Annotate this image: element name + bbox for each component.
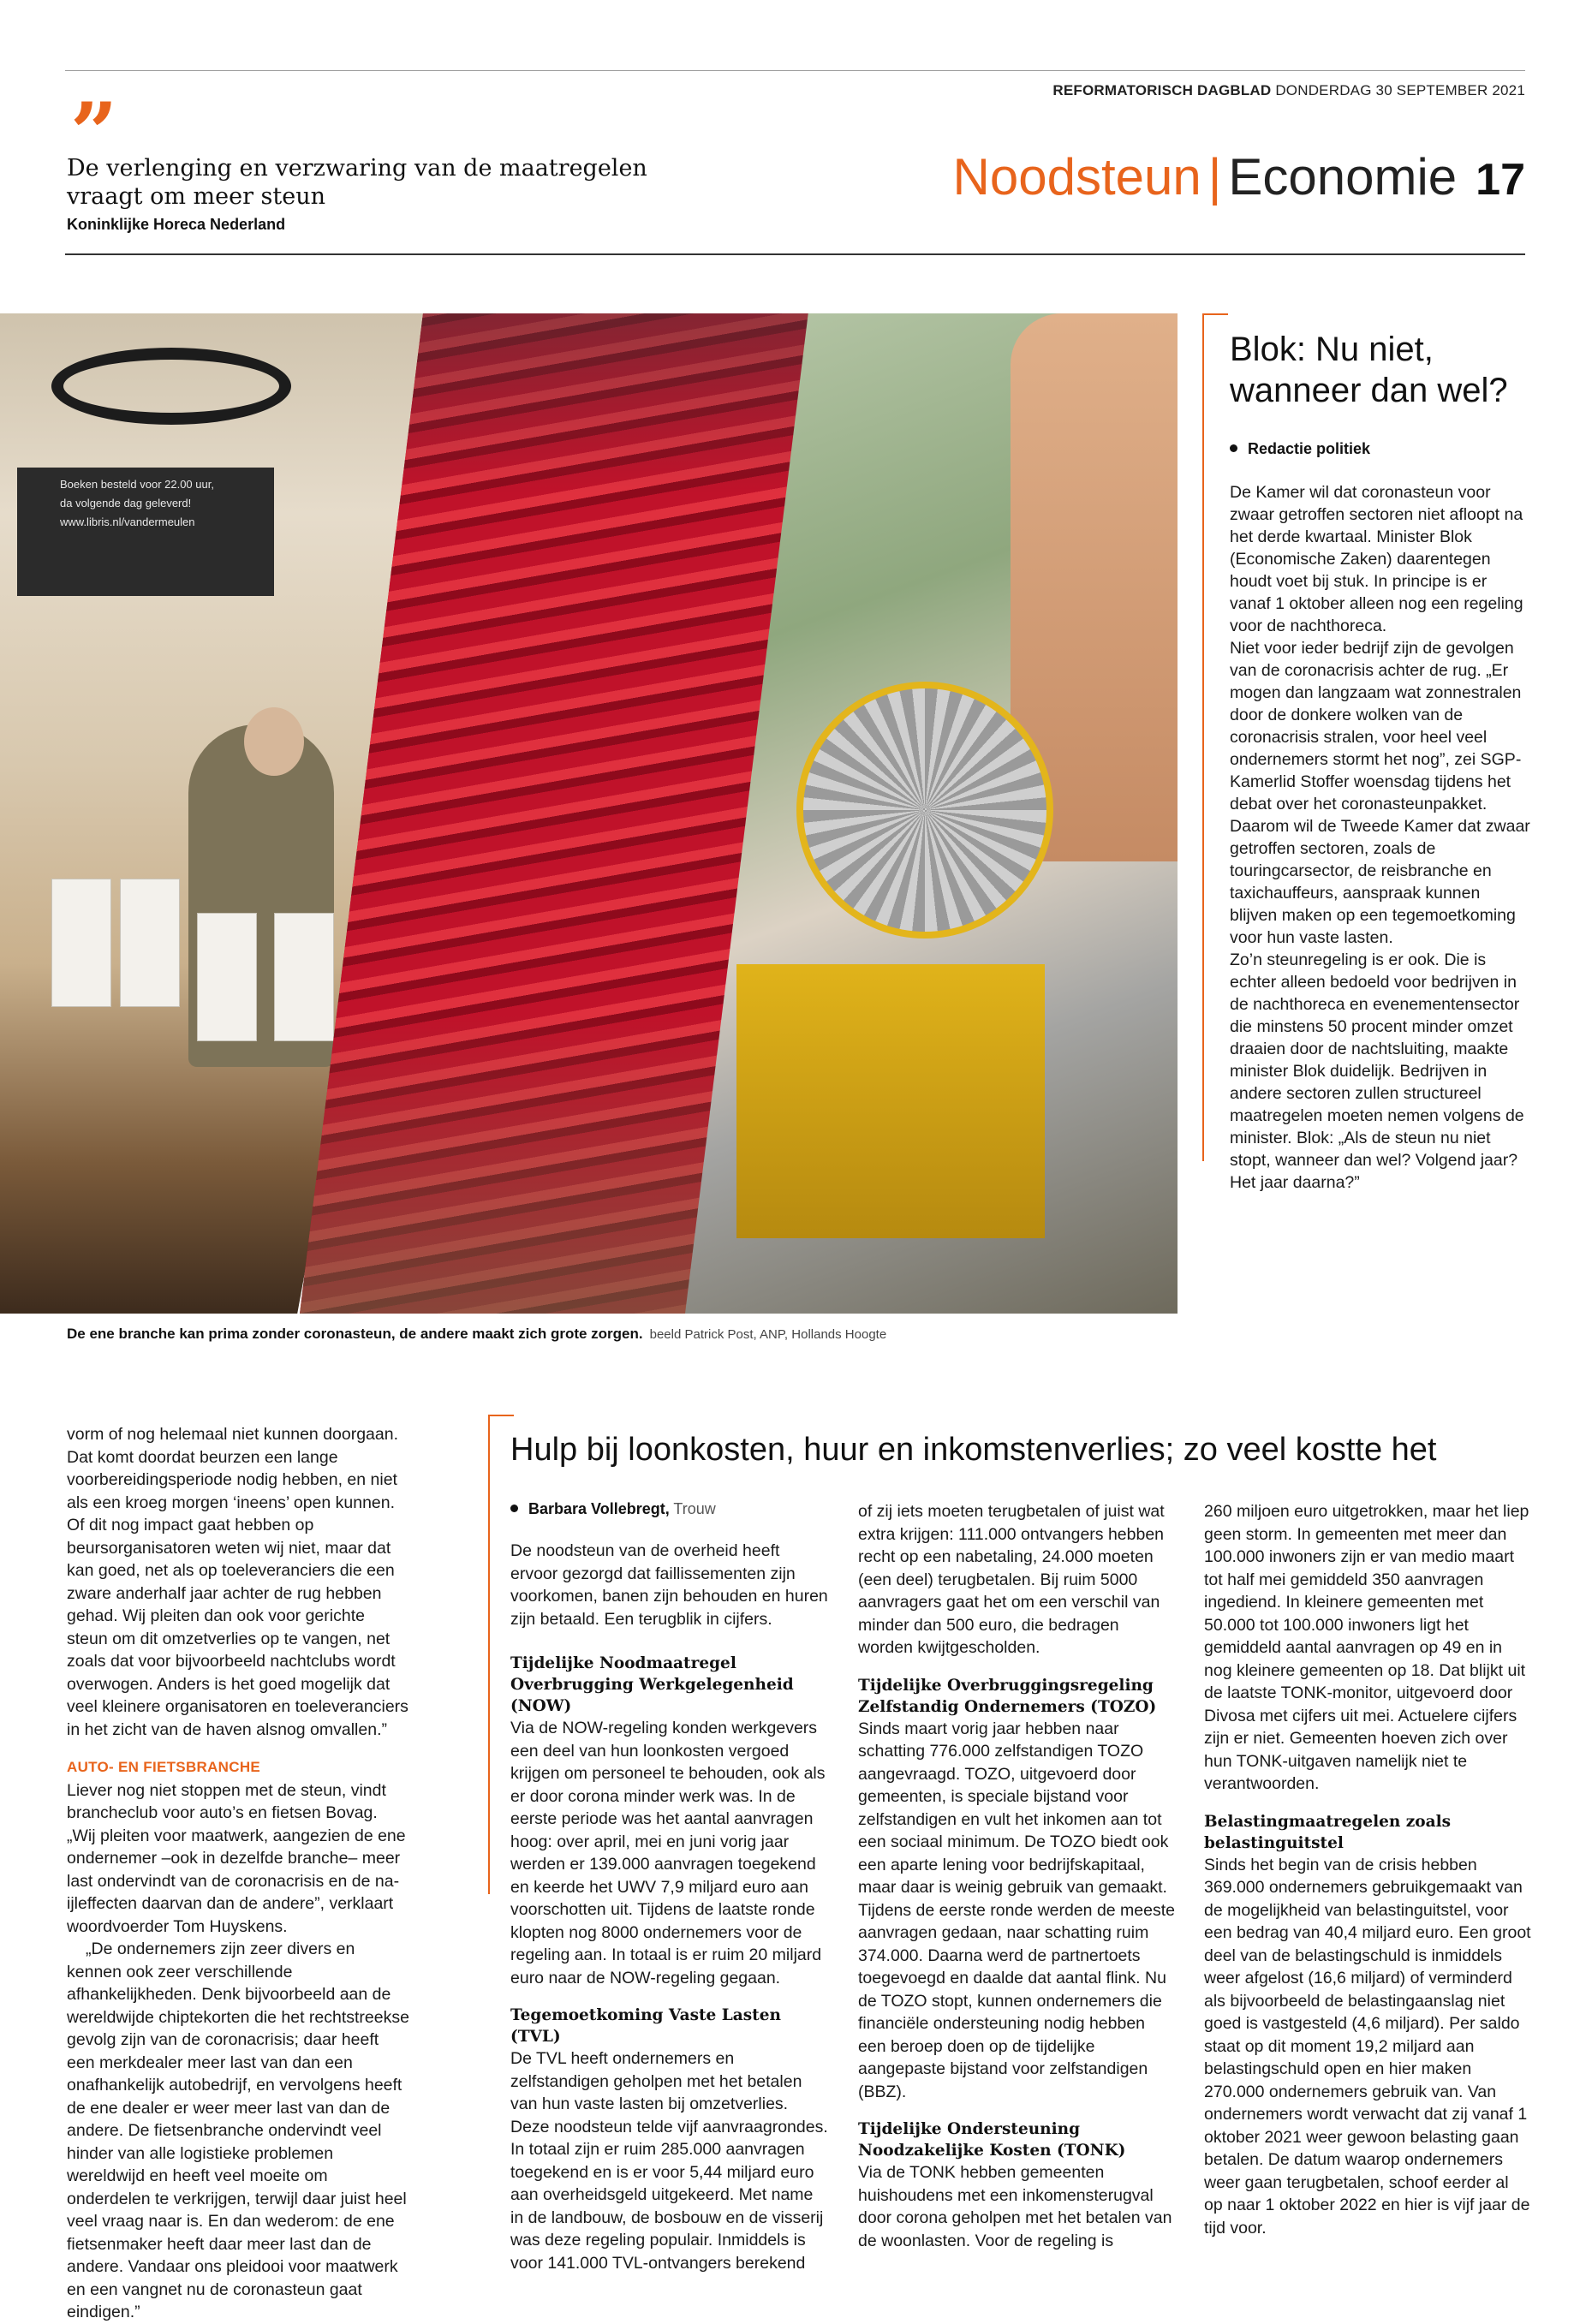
top-rule (65, 70, 1525, 71)
article-paragraph: 260 miljoen euro uitgetrokken, maar het liep geen storm. In gemeenten met meer dan 100.000 inwoners zijn er van medio maart tot half mei gemiddeld 350 aanvragen ingediend. In kleinere gemeenten met 50.000 tot 100.000 inwoners ligt het gemiddeld aantal aanvragen op 49 en in nog kleinere gemeenten op 18. Dat blijkt uit de laatste TONK-monitor, uitgevoerd door Divosa met cijfers uit mei. Actuelere cijfers zijn er niet. Gemeenten hoeven zich over hun TONK-uitgaven namelijk niet te verantwoorden. (1204, 1502, 1529, 1793)
section-topic: Noodsteun (952, 148, 1201, 206)
sidebar-author-name: Redactie politiek (1248, 440, 1371, 457)
masthead (1052, 82, 1525, 99)
sidebar-body (1230, 481, 1531, 1194)
quote-source: Koninklijke Horeca Nederland (67, 216, 286, 233)
article-subhead: Tijdelijke Overbruggingsregeling Zelfstandig Ondernemers (TOZO) (858, 1676, 1157, 1716)
header-rule (65, 253, 1525, 255)
paper-bag (197, 913, 257, 1041)
section-separator: | (1207, 148, 1222, 206)
photo-credit: beeld Patrick Post, ANP, Hollands Hoogte (649, 1327, 887, 1342)
sign-line-1: Boeken besteld voor 22.00 uur, (60, 478, 214, 491)
article-intro: De noodsteun van de overheid heeft ervoor gezorgd dat faillissementen zijn voorkomen, banen zijn behouden en huren zijn betaald. Een terugblik in cijfers. (510, 1541, 828, 1629)
issue-date: DONDERDAG 30 SEPTEMBER 2021 (1275, 82, 1525, 98)
article-frame-corner (488, 1415, 514, 1416)
sidebar-frame-line (1202, 313, 1204, 1161)
continuation-column (67, 1423, 409, 2324)
sidebar-author (1230, 440, 1370, 458)
column-paragraph: vorm of nog helemaal niet kunnen doorgaan. Dat komt doordat beurzen een lange voorbereidingsperiode nodig hebben, en niet als een kroeg morgen ‘ineens’ open kunnen. Of dit nog impact gaat hebben op beursorganisatoren weten wij niet, maar dat kan goed, net als op toeleveranciers die een zware anderhalf jaar achter de rug hebben gehad. Wij pleiten dan ook voor gerichte steun om dit omzetverlies op te vangen, net zoals dat voor bijvoorbeeld nachtclubs wordt overwogen. Anders is het goed mogelijk dat veel kleinere organisatoren en toeleveranciers in het zicht van de haven alsnog omvallen.” (67, 1425, 408, 1739)
sidebar-paragraph: De Kamer wil dat coronasteun voor zwaar getroffen sectoren niet afloopt na het derde kwartaal. Minister Blok (Economische Zaken) daarentegen houdt voet bij stuk. In principe is er vanaf 1 oktober alleen nog een regeling voor de nachthoreca. (1230, 483, 1523, 635)
sign-line-3: www.libris.nl/vandermeulen (60, 515, 195, 528)
author-org: Trouw (673, 1500, 716, 1517)
pull-quote: De verlenging en verzwaring van de maatregelen vraagt om meer steun (67, 155, 647, 210)
article-subhead: Belastingmaatregelen zoals belastinguitstel (1204, 1812, 1452, 1852)
article-subhead: Tijdelijke Noodmaatregel Overbrugging Werkgelegenheid (NOW) (510, 1654, 794, 1715)
photo-caption (67, 1326, 886, 1343)
article-byline (510, 1500, 716, 1518)
paper-name: REFORMATORISCH DAGBLAD (1052, 82, 1272, 98)
article-paragraph: De TVL heeft ondernemers en zelfstandigen geholpen met het betalen van hun vaste lasten bij omzetverlies. Deze noodsteun telde vijf aanvraagrondes. In totaal zijn er ruim 285.000 aanvragen toegekend en is er voor 5,44 miljard euro aan overheidsgeld uitgekeerd. Met name in de landbouw, de bosbouw en de visserij was deze regeling populair. Inmiddels is voor 141.000 TVL-ontvangers berekend (510, 2049, 828, 2273)
sign-line-2: da volgende dag geleverd! (60, 497, 192, 509)
article-column-2 (858, 1500, 1177, 2252)
article-subhead: Tijdelijke Ondersteuning Noodzakelijke Kosten (TONK) (858, 2120, 1126, 2160)
quote-mark: ” (70, 85, 118, 182)
article-paragraph: Via de NOW-regeling konden werkgevers een deel van hun loonkosten vergoed krijgen om personeel te behouden, ook als er door corona minder werk was. In de eerste periode was het aantal aanvragen hoog: over april, mei en juni vorig jaar werden er 139.000 aanvragen toegekend en keerde het UWV 7,9 miljard euro aan voorschotten uit. Tijdens de laatste ronde klopten nog 8000 ondernemers voor de regeling aan. In totaal is er ruim 20 miljard euro naar de NOW-regeling gegaan. (510, 1719, 826, 1987)
author-name: Barbara Vollebregt, (528, 1500, 670, 1517)
article-column-3 (1204, 1500, 1531, 2239)
saw-blade (796, 682, 1053, 939)
section-name: Economie (1228, 148, 1458, 206)
article-headline: Hulp bij loonkosten, huur en inkomstenverlies; zo veel kostte het (510, 1432, 1437, 1468)
bullet-icon (1230, 444, 1237, 452)
page-number: 17 (1476, 155, 1525, 205)
article-subhead: Tegemoetkoming Vaste Lasten (TVL) (510, 2006, 781, 2046)
saw-body (736, 964, 1045, 1238)
article-paragraph: Via de TONK hebben gemeenten huishoudens met een inkomensterugval door corona geholpen met het betalen van de woonlasten. Voor de regeling is (858, 2163, 1172, 2250)
paper-bag (51, 879, 111, 1007)
ring-lamp (51, 348, 291, 425)
sidebar-frame-corner (1202, 313, 1228, 339)
bookseller-head (244, 707, 304, 776)
article-paragraph: of zij iets moeten terugbetalen of juist wat extra krijgen: 111.000 ontvangers hebben recht op een nabetaling, 24.000 moeten (een deel) terugbetalen. Bij ruim 5000 aanvragers gaat het om een verschil van minder dan 500 euro, die bedragen worden kwijtgescholden. (858, 1502, 1165, 1657)
caption-text: De ene branche kan prima zonder coronasteun, de andere maakt zich grote zorgen. (67, 1326, 643, 1342)
photo-collage (0, 313, 1178, 1314)
column-paragraph: Liever nog niet stoppen met de steun, vindt brancheclub voor auto’s en fietsen Bovag. „Wij pleiten voor maatwerk, aangezien de ene ondernemer –ook in dezelfde branche– meer last ondervindt van de coronacrisis en de na-ijleffecten daarvan dan de andere”, verklaart woordvoerder Tom Huyskens. (67, 1780, 406, 1936)
bullet-icon (510, 1505, 518, 1512)
article-paragraph: Sinds maart vorig jaar hebben naar schatting 776.000 zelfstandigen TOZO aangevraagd. TOZO, uitgevoerd door gemeenten, is speciale bijstand voor zelfstandigen en vult het inkomen aan tot een sociaal minimum. De TOZO biedt ook een aparte lening voor bedrijfskapitaal, maar daar is weinig gebruik van gemaakt. Tijdens de eerste ronde werden de meeste aanvragen gedaan, naar schatting ruim 374.000. Daarna werd de partnertoets toegevoegd en daalde dat aantal flink. Nu de TOZO stopt, kunnen ondernemers die financiële ondersteuning nodig hebben een beroep doen op de tijdelijke aangepaste bijstand voor zelfstandigen (BBZ). (858, 1719, 1175, 2101)
paper-bag (120, 879, 180, 1007)
column-paragraph: „De ondernemers zijn zeer divers en kennen ook zeer verschillende afhankelijkheden. Denk bijvoorbeeld aan de wereldwijde chiptekorten die het rechtstreekse gevolg zijn van de coronacrisis; daar heeft een merkdealer meer last van dan een onafhankelijk autobedrijf, en vervolgens heeft de ene dealer er weer meer last van dan de andere. De fietsenbranche ondervindt veel hinder van alle logistieke problemen wereldwijd en heeft veel moeite om onderdelen te verkrijgen, terwijl daar juist heel veel vraag naar is. En dan wederom: de ene fietsenmaker heeft daar meer last dan de andere. Vandaar ons pleidooi voor maatwerk en een vangnet nu de coronasteun gaat eindigen.” (67, 1940, 409, 2321)
section-header (953, 147, 1525, 210)
column-subhead: AUTO- EN FIETSBRANCHE (67, 1759, 261, 1775)
article-column-1 (510, 1540, 829, 2274)
article-paragraph: Sinds het begin van de crisis hebben 369.000 ondernemers gebruikgemaakt van de mogelijkheid van belastinguitstel, voor een bedrag van 40,4 miljard euro. Een groot deel van de belastingschuld is inmiddels weer afgelost (16,6 miljard) of verminderd als bijvoorbeeld de belastingaanslag niet goed is vastgesteld (4,6 miljard). Per saldo staat op dit moment 19,2 miljard aan belastingschuld open en hier maken 270.000 ondernemers gebruik van. Van ondernemers wordt verwacht dat zij vanaf 1 oktober 2021 weer gewoon belasting gaan betalen. De datum waarop ondernemers weer gaan terugbetalen, schoof eerder al op naar 1 oktober 2022 en hier is vijf jaar de tijd voor. (1204, 1855, 1531, 2238)
article-frame-line (488, 1415, 490, 1894)
sidebar-title: Blok: Nu niet, wanneer dan wel? (1230, 331, 1508, 409)
sidebar-paragraph: Zo’n steunregeling is er ook. Die is echter alleen bedoeld voor bedrijven in de nachthoreca en evenementensector die minstens 50 procent minder omzet draaien door de nachtsluiting, maakte minister Blok duidelijk. Bedrijven in andere sectoren zullen structureel maatregelen moeten nemen volgens de minister. Blok: „Als de steun nu niet stopt, wanneer dan wel? Volgend jaar? Het jaar daarna?” (1230, 950, 1524, 1192)
sidebar-paragraph: Niet voor ieder bedrijf zijn de gevolgen van de coronacrisis achter de rug. „Er mogen dan langzaam wat zonnestralen door de donkere wolken van de coronacrisis stralen, voor heel veel ondernemers stormt het nog”, zei SGP-Kamerlid Stoffer woensdag tijdens het debat over het coronasteunpakket. Daarom wil de Tweede Kamer dat zwaar getroffen sectoren, zoals de touringcarsector, de reisbranche en taxichauffeurs, aanspraak kunnen blijven maken op een tegemoetkoming voor hun vaste lasten. (1230, 639, 1530, 947)
paper-bag (274, 913, 334, 1041)
